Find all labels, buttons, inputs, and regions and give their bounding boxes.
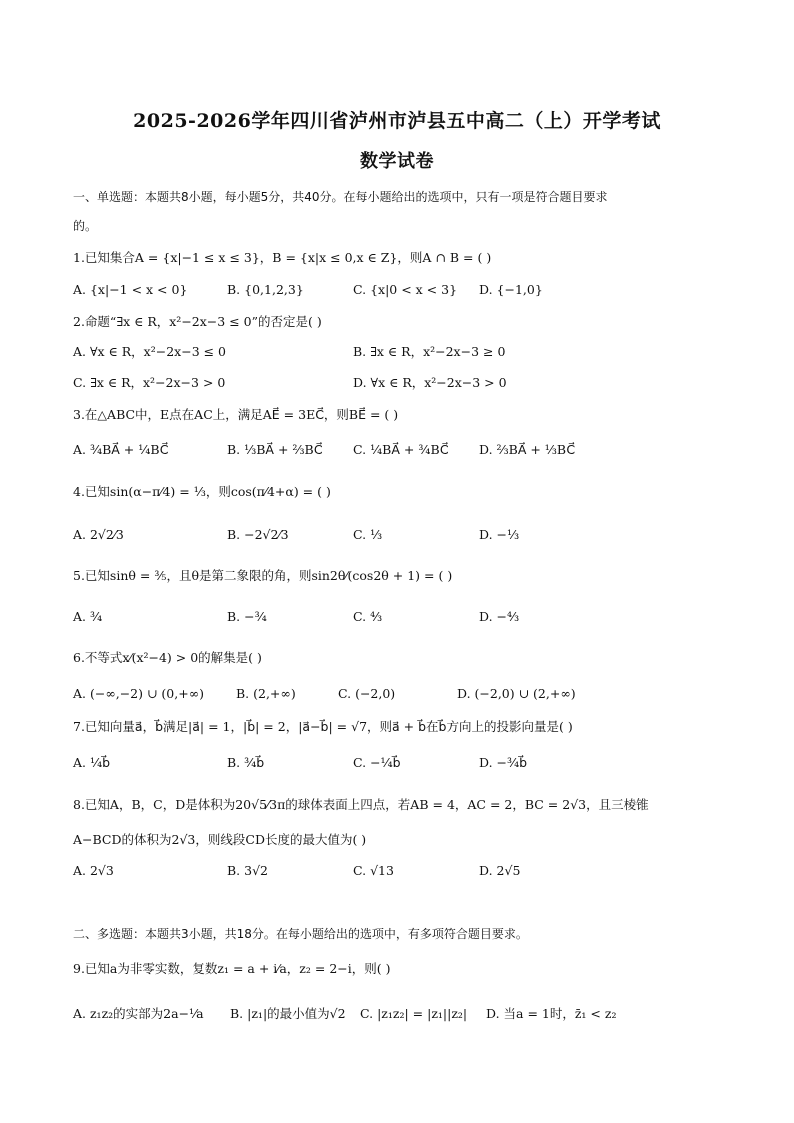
question-1-stem: 1.已知集合A = {x|−1 ≤ x ≤ 3}，B = {x|x ≤ 0,x ∈ Z}，则A ∩ B = ( ) — [73, 250, 492, 265]
question-8-stem: 8.已知A，B，C，D是体积为20√5⁄3π的球体表面上四点，若AB = 4，AC = 2，BC = 2√3，且三棱锥 — [73, 797, 649, 812]
q4-option-a: A. 2√2⁄3 — [73, 527, 124, 542]
section1-heading-cont: 的。 — [73, 219, 98, 233]
q1-option-c: C. {x|0 < x < 3} — [353, 282, 458, 297]
q7-option-a: A. ¹⁄₄b⃗ — [73, 755, 111, 770]
q9-option-a: A. z₁z₂的实部为2a−¹⁄a — [73, 1006, 204, 1021]
q9-option-d: D. 当a = 1时，z̄₁ < z₂ — [486, 1006, 617, 1021]
q7-option-c: C. −¹⁄₄b⃗ — [353, 755, 401, 770]
question-5-stem: 5.已知sinθ = ³⁄₅，且θ是第二象限的角，则sin2θ⁄(cos2θ + 1) = ( ) — [73, 568, 453, 583]
q1-option-d: D. {−1,0} — [479, 282, 543, 297]
q1-option-b: B. {0,1,2,3} — [227, 282, 304, 297]
q6-option-b: B. (2,+∞) — [236, 686, 296, 701]
q5-option-a: A. ³⁄₄ — [73, 609, 103, 624]
q7-option-b: B. ³⁄₄b⃗ — [227, 755, 265, 770]
q9-option-c: C. |z₁z₂| = |z₁||z₂| — [360, 1006, 468, 1021]
q4-option-b: B. −2√2⁄3 — [227, 527, 289, 542]
q5-option-b: B. −³⁄₄ — [227, 609, 267, 624]
q5-option-c: C. ⁴⁄₃ — [353, 609, 383, 624]
q3-option-b: B. ¹⁄₃BA⃗ + ²⁄₃BC⃗ — [227, 442, 323, 457]
question-3-stem: 3.在△ABC中，E点在AC上，满足AE⃗ = 3EC⃗，则BE⃗ = ( ) — [73, 407, 399, 422]
q1-option-a: A. {x|−1 < x < 0} — [73, 282, 188, 297]
q3-option-c: C. ¹⁄₄BA⃗ + ³⁄₄BC⃗ — [353, 442, 449, 457]
q9-option-b: B. |z₁|的最小值为√2 — [230, 1006, 346, 1021]
q2-option-d: D. ∀x ∈ R，x²−2x−3 > 0 — [353, 375, 507, 390]
question-9-stem: 9.已知a为非零实数，复数z₁ = a + i⁄a，z₂ = 2−i，则( ) — [73, 961, 391, 976]
q7-option-d: D. −³⁄₄b⃗ — [479, 755, 528, 770]
q4-option-d: D. −¹⁄₃ — [479, 527, 520, 542]
q2-option-a: A. ∀x ∈ R，x²−2x−3 ≤ 0 — [73, 344, 227, 359]
q4-option-c: C. ¹⁄₃ — [353, 527, 383, 542]
q6-option-c: C. (−2,0) — [338, 686, 396, 701]
q3-option-d: D. ²⁄₃BA⃗ + ¹⁄₃BC⃗ — [479, 442, 576, 457]
q6-option-d: D. (−2,0) ∪ (2,+∞) — [457, 686, 576, 701]
q2-option-b: B. ∃x ∈ R，x²−2x−3 ≥ 0 — [353, 344, 506, 359]
q5-option-d: D. −⁴⁄₃ — [479, 609, 520, 624]
question-4-stem: 4.已知sin(α−π⁄4) = ¹⁄₃，则cos(π⁄4+α) = ( ) — [73, 484, 331, 499]
question-7-stem: 7.已知向量a⃗，b⃗满足|a⃗| = 1，|b⃗| = 2，|a⃗−b⃗| = √7，则a⃗ + b⃗在b⃗方向上的投影向量是( ) — [73, 719, 573, 734]
page-title: 2025-2026学年四川省泸州市泸县五中高二（上）开学考试 — [133, 110, 661, 132]
q6-option-a: A. (−∞,−2) ∪ (0,+∞) — [73, 686, 204, 701]
q8-option-a: A. 2√3 — [73, 863, 114, 878]
section2-heading: 二、多选题：本题共3小题，共18分。在每小题给出的选项中，有多项符合题目要求。 — [73, 927, 528, 941]
q8-option-b: B. 3√2 — [227, 863, 269, 878]
q8-option-c: C. √13 — [353, 863, 394, 878]
q8-option-d: D. 2√5 — [479, 863, 521, 878]
question-6-stem: 6.不等式x⁄(x²−4) > 0的解集是( ) — [73, 650, 262, 665]
q3-option-a: A. ³⁄₄BA⃗ + ¹⁄₄BC⃗ — [73, 442, 169, 457]
question-2-stem: 2.命题“∃x ∈ R，x²−2x−3 ≤ 0”的否定是( ) — [73, 314, 322, 329]
question-8-stem-cont: A−BCD的体积为2√3，则线段CD长度的最大值为( ) — [73, 832, 367, 847]
q2-option-c: C. ∃x ∈ R，x²−2x−3 > 0 — [73, 375, 226, 390]
page-subtitle: 数学试卷 — [360, 151, 434, 172]
section1-heading: 一、单选题：本题共8小题，每小题5分，共40分。在每小题给出的选项中，只有一项是符合题目要求 — [73, 190, 608, 204]
